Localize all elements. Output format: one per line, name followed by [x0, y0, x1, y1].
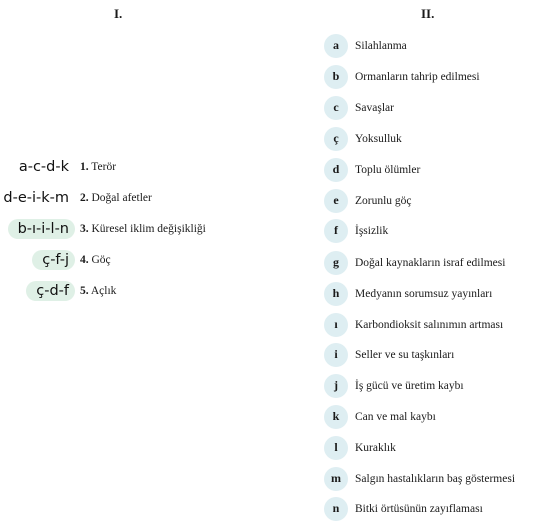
letter-badge: c — [324, 96, 348, 120]
right-item-text: Karbondioksit salınımın artması — [355, 319, 504, 331]
item-number: 5. — [80, 285, 89, 297]
right-item-text: Doğal kaynakların israf edilmesi — [355, 257, 506, 269]
letter-badge: h — [324, 282, 348, 306]
letter-badge: d — [324, 158, 348, 182]
right-item-text: Medyanın sorumsuz yayınları — [355, 288, 493, 300]
right-item-text: Bitki örtüsünün zayıflaması — [355, 503, 483, 515]
answer-text: ç-f-j — [32, 250, 75, 270]
letter-badge: ı — [324, 313, 348, 337]
item-number: 4. — [80, 254, 89, 266]
left-item-5 — [0, 280, 240, 302]
right-item-text: Yoksulluk — [355, 133, 402, 145]
left-item-2 — [0, 187, 240, 209]
letter-badge: j — [324, 374, 348, 398]
letter-badge: n — [324, 497, 348, 521]
letter-badge: ç — [324, 127, 348, 151]
item-label: 4. Göç — [80, 254, 111, 266]
right-item-text: İş gücü ve üretim kaybı — [355, 380, 464, 392]
column-right-title: II. — [421, 6, 435, 21]
answer-text: ç-d-f — [26, 281, 75, 301]
column-left-title: I. — [114, 6, 123, 21]
item-number: 3. — [80, 223, 89, 235]
item-number: 2. — [80, 192, 89, 204]
item-label: 2. Doğal afetler — [80, 192, 152, 204]
letter-badge: k — [324, 405, 348, 429]
right-item-text: Ormanların tahrip edilmesi — [355, 71, 480, 83]
right-item-text: Toplu ölümler — [355, 164, 421, 176]
letter-badge: a — [324, 34, 348, 58]
item-label: 5. Açlık — [80, 285, 117, 297]
item-number: 1. — [80, 161, 89, 173]
right-item-text: Zorunlu göç — [355, 195, 412, 207]
letter-badge: l — [324, 436, 348, 460]
left-item-3 — [0, 218, 240, 240]
answer-text: b-ı-i-l-n — [8, 219, 75, 239]
right-item-text: Can ve mal kaybı — [355, 411, 436, 423]
answer-text: d-e-i-k-m — [3, 190, 69, 206]
right-item-text: Silahlanma — [355, 40, 407, 52]
left-item-1 — [0, 156, 240, 178]
letter-badge: b — [324, 65, 348, 89]
right-item-text: Salgın hastalıkların baş göstermesi — [355, 473, 516, 485]
left-item-4 — [0, 249, 240, 271]
letter-badge: i — [324, 343, 348, 367]
letter-badge: f — [324, 219, 348, 243]
right-item-text: İşsizlik — [355, 225, 389, 237]
right-item-text: Seller ve su taşkınları — [355, 349, 455, 361]
right-item-text: Kuraklık — [355, 442, 396, 454]
letter-badge: g — [324, 251, 348, 275]
right-item-text: Savaşlar — [355, 102, 394, 114]
answer-text: a-c-d-k — [18, 159, 69, 175]
letter-badge: e — [324, 189, 348, 213]
item-label: 1. Terör — [80, 161, 117, 173]
item-label: 3. Küresel iklim değişikliği — [80, 223, 206, 235]
letter-badge: m — [324, 467, 348, 491]
